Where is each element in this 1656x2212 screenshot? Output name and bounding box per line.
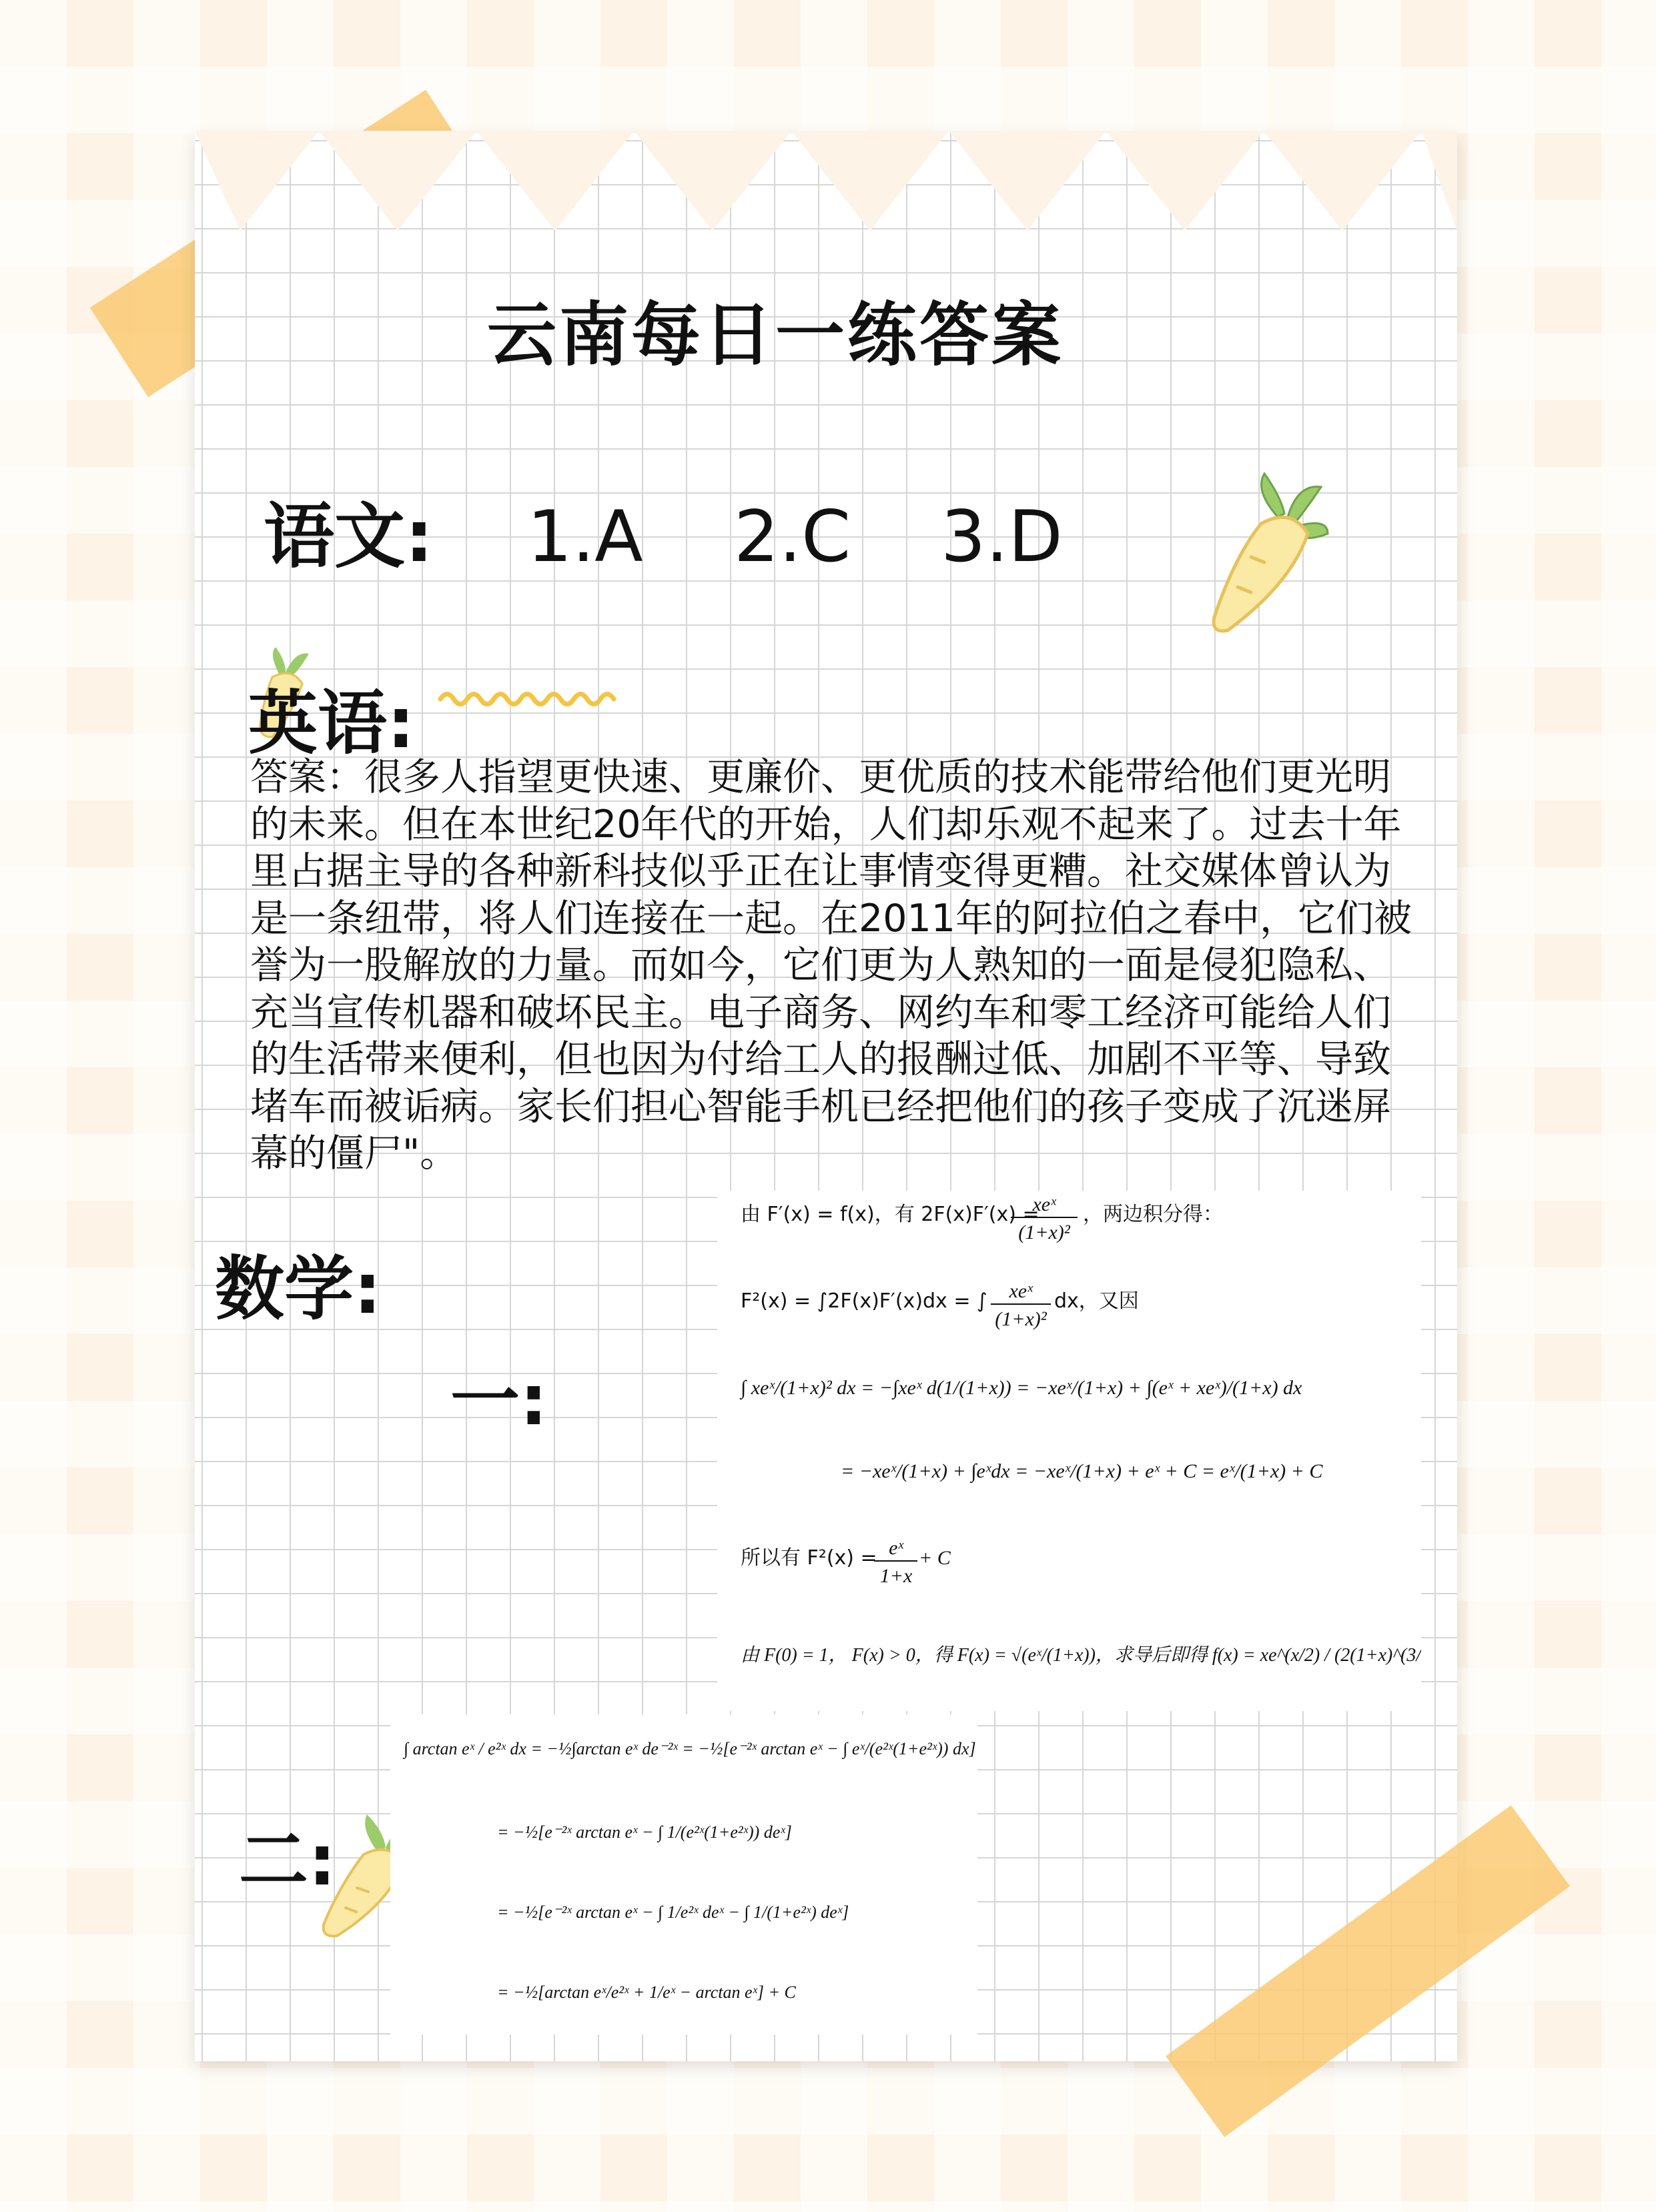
sol1-line1: 由 F′(x) = f(x)，有 2F(x)F′(x) = <box>741 1203 1040 1226</box>
sol1-line3: ∫ xeˣ/(1+x)² dx = −∫xeˣ d(1/(1+x)) = −xeˣ/(1+x) + ∫(eˣ + xeˣ)/(1+x) dx <box>741 1377 1302 1399</box>
paper-zigzag-edge <box>195 131 1457 231</box>
squiggle-decoration <box>437 686 617 712</box>
math-label: 数学: <box>215 1248 382 1329</box>
chinese-answer-2: 2.C <box>734 496 851 578</box>
sol2-line2: = −½[e⁻²ˣ arctan eˣ − ∫ 1/(e²ˣ(1+e²ˣ)) deˣ] <box>497 1822 792 1842</box>
svg-text:(1+x)²: (1+x)² <box>1018 1221 1070 1243</box>
chinese-label: 语文: <box>264 496 434 578</box>
svg-text:xeˣ: xeˣ <box>1009 1280 1033 1302</box>
chinese-answers-row <box>264 480 1148 582</box>
svg-text:dx，又因: dx，又因 <box>1054 1289 1139 1313</box>
sol1-line2: F²(x) = ∫2F(x)F′(x)dx = ∫ <box>741 1289 987 1313</box>
carrot-icon <box>1198 470 1331 637</box>
svg-text:(1+x)²: (1+x)² <box>995 1308 1047 1330</box>
svg-text:eˣ: eˣ <box>889 1537 903 1559</box>
svg-text:1+x: 1+x <box>879 1565 913 1587</box>
math-solution-2 <box>390 1714 977 2035</box>
english-label: 英语: <box>248 682 415 764</box>
sol1-line6: 由 F(0) = 1， F(x) > 0，得 F(x) = √(eˣ/(1+x))，求导后即得 f(x) = xe^(x/2) / (2(1+x)^(3/2)) <box>741 1645 1421 1666</box>
svg-text:xeˣ: xeˣ <box>1032 1193 1056 1215</box>
sol2-line4: = −½[arctan eˣ/e²ˣ + 1/eˣ − arctan eˣ] + C <box>497 1983 796 2002</box>
chinese-answer-3: 3.D <box>941 496 1063 578</box>
sol2-line3: = −½[e⁻²ˣ arctan eˣ − ∫ 1/e²ˣ deˣ − ∫ 1/(1+e²ˣ) deˣ] <box>497 1902 849 1922</box>
english-answer-text: 答案：很多人指望更快速、更廉价、更优质的技术能带给他们更光明 的未来。但在本世纪20年代的开始，人们却乐观不起来了。过去十年 里占据主导的各种新科技似乎正在让事情变得更糟。社交媒体曾认为 是一条纽带，将人们连接在一起。在2011年的阿拉伯之春中，它们被 誉为一股解放的力量。而如今，它们更为人熟知的一面是侵犯隐私、 充当宣传机器和破坏民主。电子商务、网约车和零工经济可能给人们 的生活带来便利，但也因为付给工人的报酬过低、加剧不平等、导致 堵车而被诟病。家长们担心智能手机已经把他们的孩子变成了沉迷屏 幕的僵尸"。 <box>250 755 1412 1175</box>
sol1-line4: = −xeˣ/(1+x) + ∫eˣdx = −xeˣ/(1+x) + eˣ + C = eˣ/(1+x) + C <box>841 1460 1323 1482</box>
math-part2-label: 二: <box>239 1820 336 1901</box>
chinese-answer-1: 1.A <box>527 496 643 578</box>
sol1-line5: 所以有 F²(x) = <box>741 1546 877 1570</box>
page-title: 云南每日一练答案 <box>487 294 1064 376</box>
sol2-line1: ∫ arctan eˣ / e²ˣ dx = −½∫arctan eˣ de⁻²ˣ = −½[e⁻²ˣ arctan eˣ − ∫ eˣ/(e²ˣ(1+e²ˣ)) dx] <box>404 1739 976 1758</box>
svg-text:+ C: + C <box>919 1547 951 1569</box>
svg-text:，两边积分得：: ，两边积分得： <box>1083 1203 1223 1226</box>
math-solution-1 <box>717 1191 1421 1711</box>
math-part1-label: 一: <box>450 1359 548 1441</box>
